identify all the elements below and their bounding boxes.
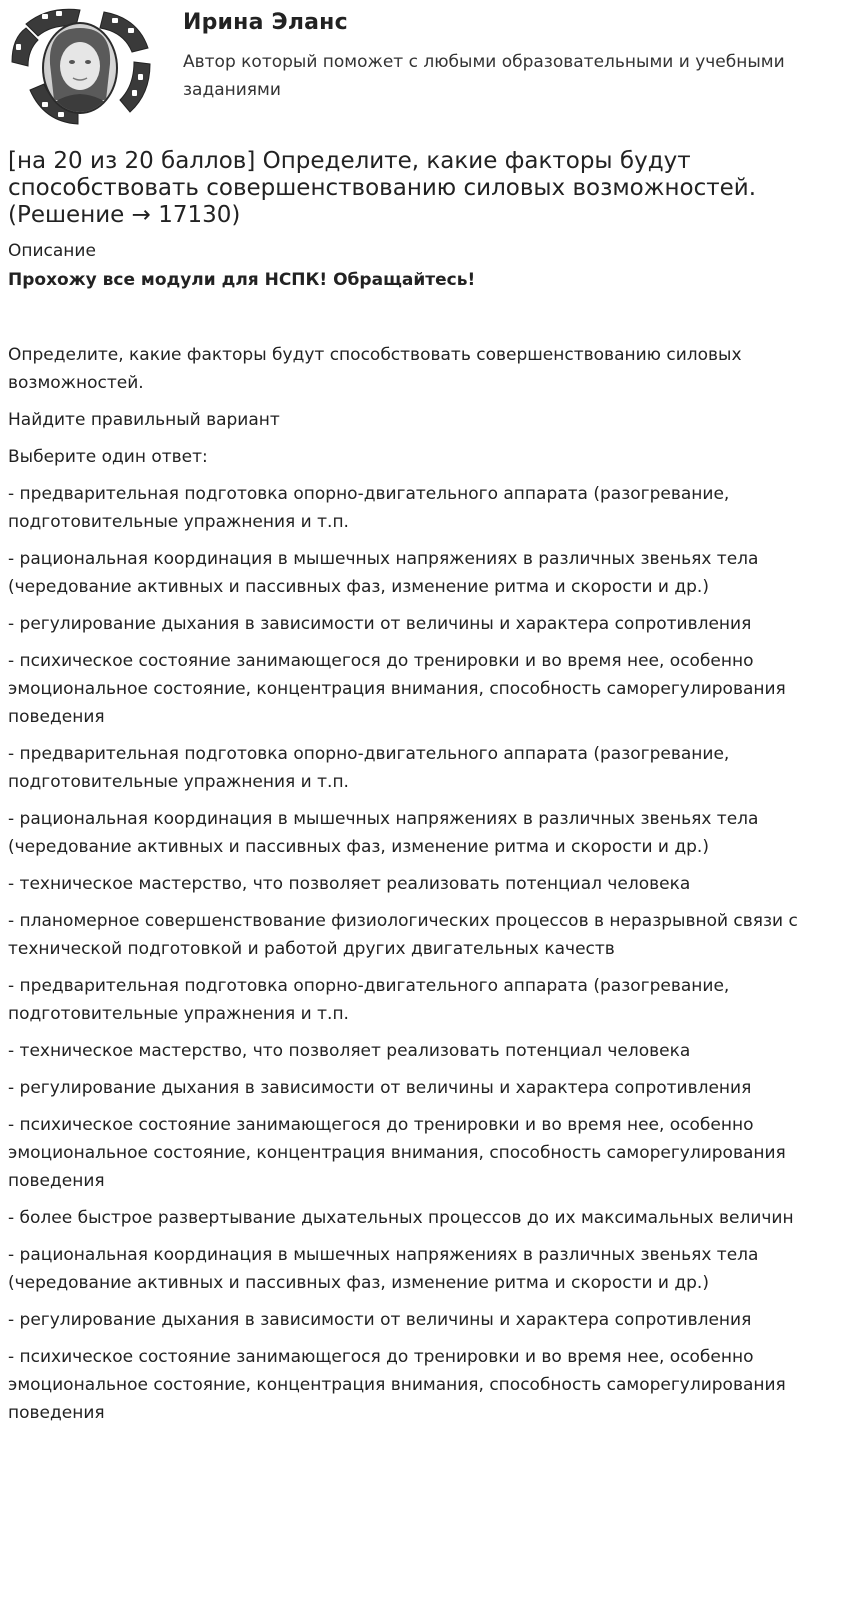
answer-prompt: Выберите один ответ: <box>8 447 208 467</box>
answer-option: - предварительная подготовка опорно-двигательного аппарата (разогревание, подготовительные упражнения и т.п. <box>8 744 730 792</box>
answer-option: - предварительная подготовка опорно-двигательного аппарата (разогревание, подготовительные упражнения и т.п. <box>8 976 730 1024</box>
answer-option: - регулирование дыхания в зависимости от величины и характера сопротивления <box>8 1310 752 1330</box>
answer-option: - регулирование дыхания в зависимости от величины и характера сопротивления <box>8 614 752 634</box>
promo-text: Прохожу все модули для НСПК! Обращайтесь! <box>8 270 476 290</box>
answer-option: - регулирование дыхания в зависимости от величины и характера сопротивления <box>8 1078 752 1098</box>
answer-option: - техническое мастерство, что позволяет реализовать потенциал человека <box>8 1041 691 1061</box>
author-name[interactable]: Ирина Эланс <box>183 10 348 35</box>
answer-option: - предварительная подготовка опорно-двигательного аппарата (разогревание, подготовительные упражнения и т.п. <box>8 484 730 532</box>
answer-option: - рациональная координация в мышечных напряжениях в различных звеньях тела (чередование активных и пассивных фаз, изменение ритма и скорости и др.) <box>8 809 759 857</box>
answer-option: - рациональная координация в мышечных напряжениях в различных звеньях тела (чередование активных и пассивных фаз, изменение ритма и скорости и др.) <box>8 549 759 597</box>
answer-option: - психическое состояние занимающегося до тренировки и во время нее, особенно эмоциональное состояние, концентрация внимания, способность саморегулирования поведения <box>8 651 786 727</box>
author-description: Автор который поможет с любыми образовательными и учебными заданиями <box>183 52 785 100</box>
description-label: Описание <box>8 241 96 261</box>
description-body <box>8 341 839 1427</box>
task-title: [на 20 из 20 баллов] Определите, какие факторы будут способствовать совершенствованию силовых возможностей. (Решение → 17130) <box>8 148 757 228</box>
answer-option: - более быстрое развертывание дыхательных процессов до их максимальных величин <box>8 1208 794 1228</box>
instruction-text: Найдите правильный вариант <box>8 410 280 430</box>
author-block <box>8 0 839 132</box>
answer-option: - планомерное совершенствование физиологических процессов в неразрывной связи с технической подготовкой и работой других двигательных качеств <box>8 911 798 959</box>
author-avatar[interactable] <box>8 4 158 126</box>
question-text: Определите, какие факторы будут способствовать совершенствованию силовых возможностей. <box>8 345 742 393</box>
answer-option: - психическое состояние занимающегося до тренировки и во время нее, особенно эмоциональное состояние, концентрация внимания, способность саморегулирования поведения <box>8 1115 786 1191</box>
answer-option: - техническое мастерство, что позволяет реализовать потенциал человека <box>8 874 691 894</box>
answer-option: - рациональная координация в мышечных напряжениях в различных звеньях тела (чередование активных и пассивных фаз, изменение ритма и скорости и др.) <box>8 1245 759 1293</box>
answer-option: - психическое состояние занимающегося до тренировки и во время нее, особенно эмоциональное состояние, концентрация внимания, способность саморегулирования поведения <box>8 1347 786 1423</box>
